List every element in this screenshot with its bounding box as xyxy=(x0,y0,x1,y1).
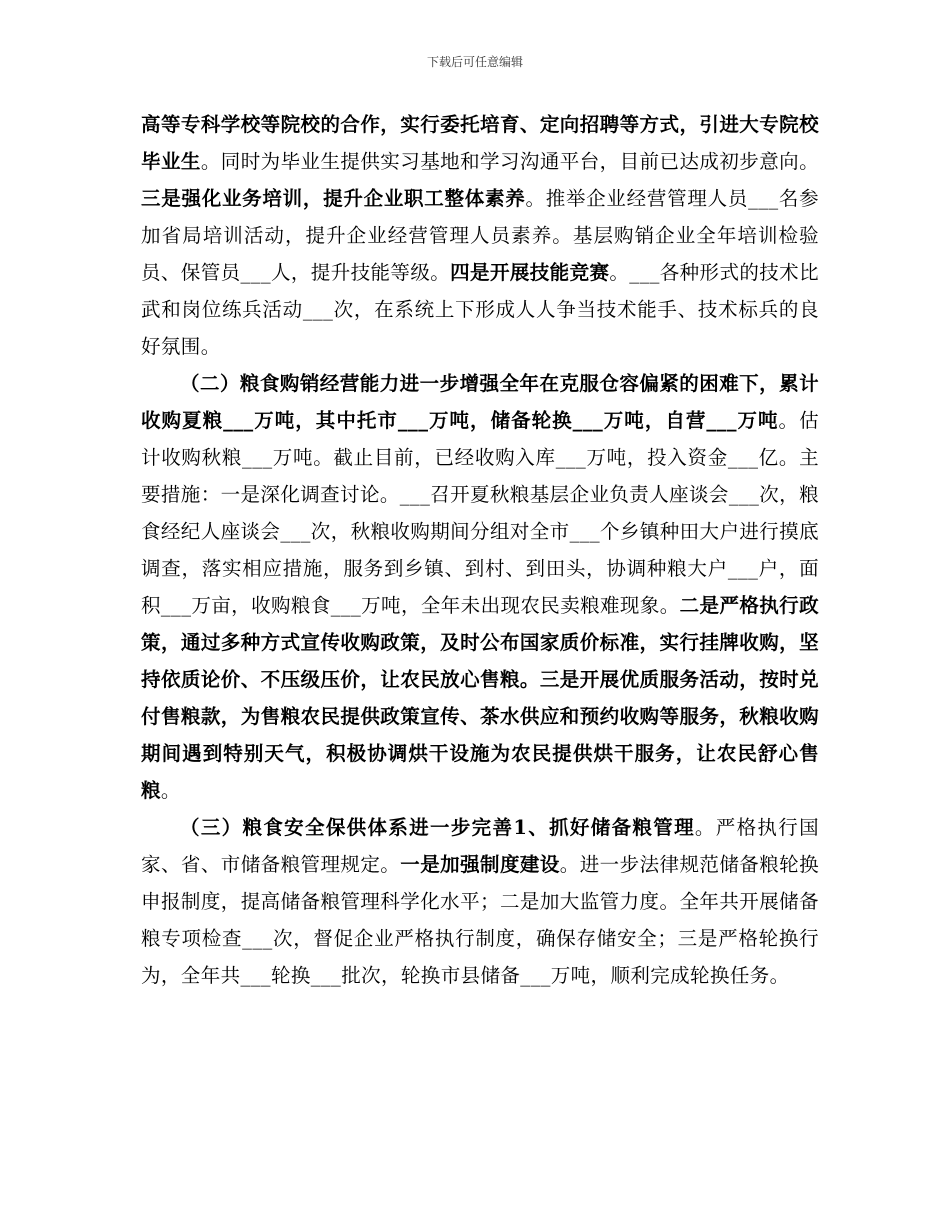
text-segment: 高等专科学校等院校的合作，实行委托培育、定向招聘等方式，引进大专院校毕业生 xyxy=(141,113,819,173)
paragraph-1 xyxy=(141,106,819,365)
document-body xyxy=(141,106,819,994)
text-segment: 三是强化业务培训，提升企业职工整体素养 xyxy=(141,187,526,210)
text-segment: 。___各种形式的技术比武和岗位练兵活动___次，在系统上下形成人人争当技术能手、技术标兵的良好氛围。 xyxy=(141,261,819,358)
text-segment: （二）粮食购销经营能力进一步增强全年在克服仓容偏紧的困难下，累计收购夏粮___万吨，其中托市___万吨，储备轮换___万吨，自营___万吨 xyxy=(141,372,819,432)
text-segment: 四是开展技能竞赛 xyxy=(450,261,610,284)
text-segment: 。严格执行国家、省、市储备粮管理规定。 xyxy=(141,816,819,876)
text-segment: 。推举企业经营管理人员___名参加省局培训活动，提升企业经营管理人员素养。基层购销企业全年培训检验员、保管员___人，提升技能等级。 xyxy=(141,187,819,284)
text-segment: 一是加强制度建设 xyxy=(400,853,560,876)
text-segment: 。同时为毕业生提供实习基地和学习沟通平台，目前已达成初步意向。 xyxy=(200,150,819,173)
text-segment: 。 xyxy=(160,779,181,802)
text-segment: 二是严格执行政策，通过多种方式宣传收购政策，及时公布国家质价标准，实行挂牌收购，坚持依质论价、不压级压价，让农民放心售粮。三是开展优质服务活动，按时兑付售粮款，为售粮农民提供政策宣传、茶水供应和预约收购等服务，秋粮收购期间遇到特别天气，积极协调烘干设施为农民提供烘干服务，让农民舒心售粮 xyxy=(141,594,819,802)
text-segment: 。进一步法律规范储备粮轮换申报制度，提高储备粮管理科学化水平；二是加大监管力度。全年共开展储备粮专项检查___次，督促企业严格执行制度，确保存储安全；三是严格轮换行为，全年共___轮换___批次，轮换市县储备___万吨，顺利完成轮换任务。 xyxy=(141,853,820,987)
page-header: 下载后可任意编辑 xyxy=(426,55,523,69)
paragraph-2 xyxy=(141,365,819,809)
paragraph-3 xyxy=(141,809,819,994)
text-segment: （三）粮食安全保供体系进一步完善1、抓好储备粮管理 xyxy=(180,816,695,839)
text-segment: 。估计收购秋粮___万吨。截止目前，已经收购入库___万吨，投入资金___亿。主要措施：一是深化调查讨论。___召开夏秋粮基层企业负责人座谈会___次，粮食经纪人座谈会___次，秋粮收购期间分组对全市___个乡镇种田大户进行摸底调查，落实相应措施，服务到乡镇、到村、到田头，协调种粮大户___户，面积___万亩，收购粮食___万吨，全年未出现农民卖粮难现象。 xyxy=(141,409,819,617)
